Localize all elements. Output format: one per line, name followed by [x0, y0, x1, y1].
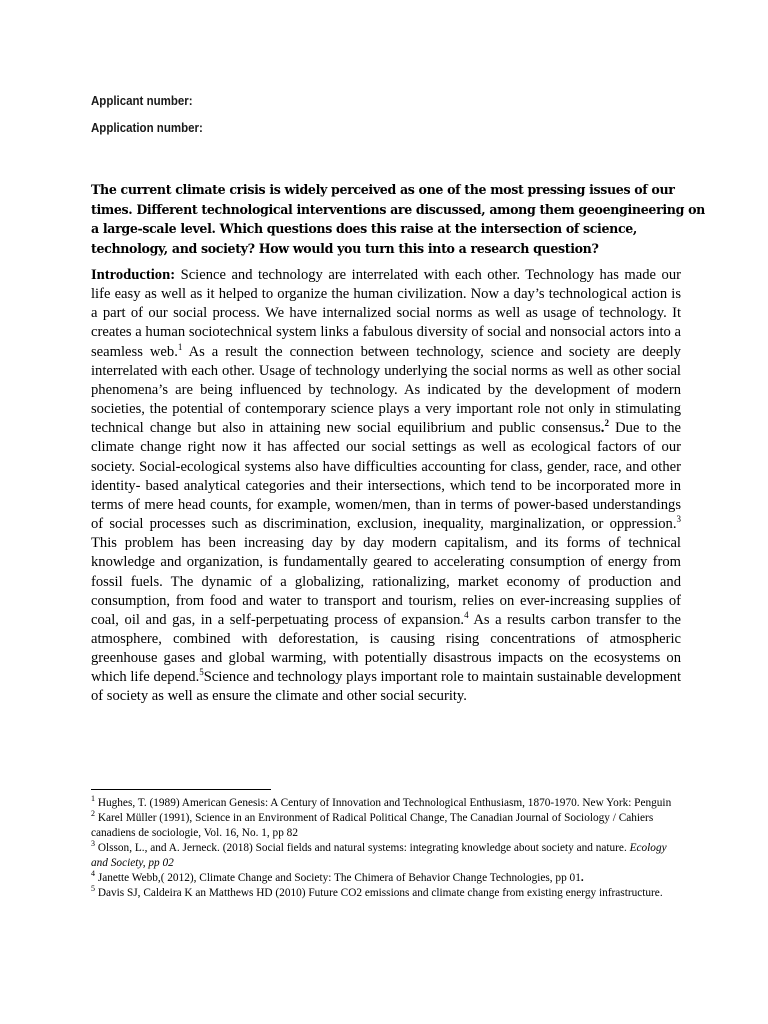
footnote-text: Karel Müller (1991), Science in an Environment of Radical Political Change, The Canadian Journal of Sociology / Cahiers canadiens de sociologie, Vol. 16, No. 1, pp 82	[91, 812, 654, 839]
body-text: Due to the climate change right now it has affected our social settings as well as ecological factors of our society. Social-ecological systems also have difficulties accounting for class, gender, race, and other identity- based analytical categories and their intersections, which tend to be incorporated more in terms of mere head counts, for example, women/men, than in terms of power-based understandings of social processes such as discrimination, exclusion, inequality, marginalization, or oppression.	[91, 420, 681, 533]
body-text: As a result the connection between technology, science and society are deeply interrelated with each other. Usage of technology underlying the social norms as well as other social phenomena’s are being influenced by technology. As indicated by the development of modern societies, the potential of contemporary science plays a very important role not only in stimulating technical change but also in attaining new social equilibrium and public consensus	[91, 343, 681, 437]
introduction-section	[91, 266, 681, 707]
footnote-text: Hughes, T. (1989) American Genesis: A Century of Innovation and Technological Enthusiasm, 1870-1970. New York: Penguin	[95, 797, 672, 809]
body-text: This problem has been increasing day by day modern capitalism, and its forms of technical knowledge and organization, is fundamentally geared to accelerating consumption of energy from fossil fuels. The dynamic of a globalizing, rationalizing, market economy of production and consumption, from food and water to transport and tourism, relies on ever-increasing supplies of coal, oil and gas, in a self-perpetuating process of expansion.	[91, 535, 681, 628]
footnote-4	[91, 871, 681, 886]
application-number-label: Application number:	[91, 121, 203, 135]
footnote-1	[91, 796, 681, 811]
footnote-text: Olsson, L., and A. Jerneck. (2018) Social fields and natural systems: integrating knowledge about society and nature.	[95, 842, 630, 854]
footnote-text: Janette Webb,( 2012), Climate Change and Society: The Chimera of Behavior Change Technologies, pp 01	[95, 872, 581, 884]
introduction-label: Introduction:	[91, 267, 176, 283]
footnote-period: .	[580, 872, 584, 884]
footnote-2	[91, 811, 681, 841]
footnote-number: 3	[91, 839, 95, 849]
footnote-ref-4: 4	[464, 609, 469, 620]
footnote-italic: Ecology and Society, pp 02	[91, 842, 667, 869]
footnote-ref-5: 5	[199, 667, 204, 678]
footnote-ref-3: 3	[676, 514, 681, 525]
body-text: Science and technology plays important role to maintain sustainable development of society as well as ensure the climate and other social security.	[91, 669, 682, 705]
footnote-number: 4	[91, 869, 95, 879]
footnote-separator	[91, 789, 271, 790]
footnote-ref-2: 2	[604, 418, 609, 429]
body-text: .	[600, 420, 605, 437]
footnote-number: 1	[91, 794, 95, 804]
footnote-number: 5	[91, 884, 95, 894]
footnote-3	[91, 841, 681, 871]
footnote-5	[91, 886, 681, 901]
footnotes	[91, 796, 681, 901]
body-text: Science and technology are interrelated with each other. Technology has made our life easy as well as it helped to organize the human civilization. Now a day’s technological action is a part of our social process. We have internalized social norms as well as usage of technology. It creates a human sociotechnical system links a fabulous diversity of social and nonsocial actors into a seamless web.	[91, 267, 681, 360]
footnote-ref-1: 1	[177, 341, 183, 352]
applicant-number-label: Applicant number:	[91, 94, 193, 108]
footnote-number: 2	[91, 809, 95, 819]
essay-question: The current climate crisis is widely perceived as one of the most pressing issues of our times. Different technological interventions are discussed, among them geoengineering on a large-scale level. Which questions does this raise at the intersection of science, technology, and society? How would you turn this into a research question?	[91, 182, 705, 256]
footnote-text: Davis SJ, Caldeira K an Matthews HD (2010) Future CO2 emissions and climate change from existing energy infrastructure.	[95, 887, 663, 899]
body-text: As a results carbon transfer to the atmosphere, combined with deforestation, is causing rising concentrations of atmospheric greenhouse gases and global warming, with potentially disastrous impacts on the ecosystems on which life depend.	[91, 611, 681, 686]
introduction-paragraph	[91, 266, 681, 707]
